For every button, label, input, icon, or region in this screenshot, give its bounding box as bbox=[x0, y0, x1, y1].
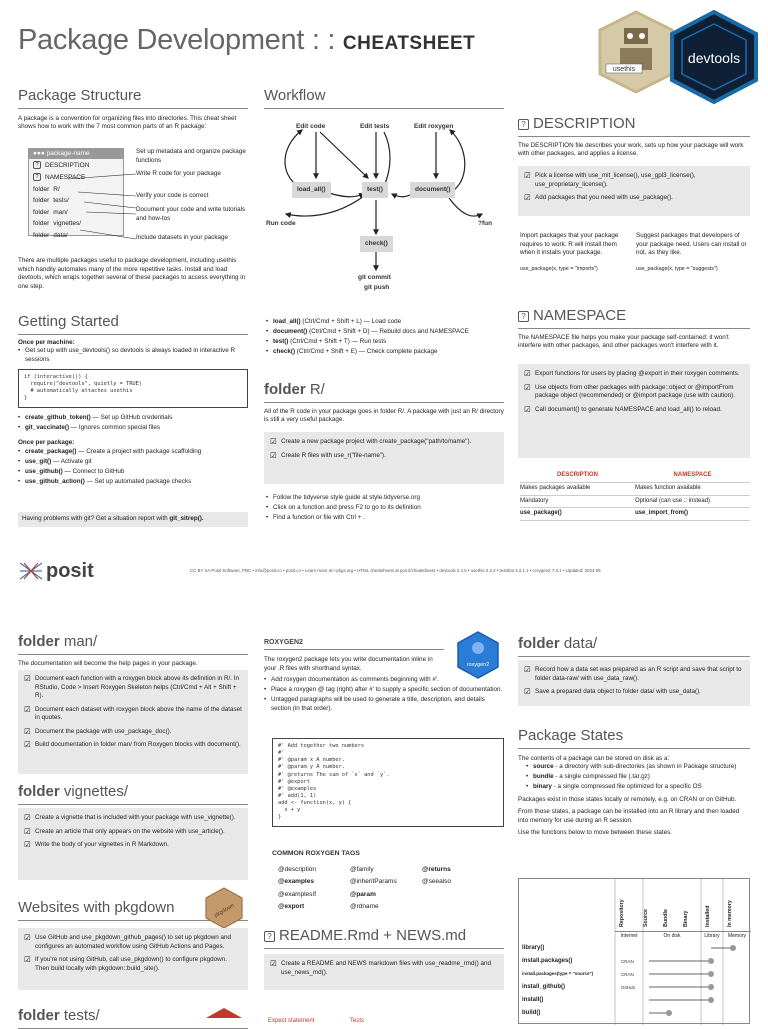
workflow-diagram bbox=[264, 118, 504, 298]
structure-outro: There are multiple packages useful to package development, including usethis which handily automates many of the more repetitive tasks. Install and load devtools, which wraps together several of these packages to access everything in one step. bbox=[18, 257, 246, 290]
workflow-run-code: Run code bbox=[266, 220, 296, 227]
package-states-table bbox=[518, 878, 750, 1024]
folder-vignettes-step: ☑ Create an article that only appears on the website with use_article(). bbox=[24, 828, 242, 837]
state-item bbox=[526, 773, 750, 782]
states-column-header: Source bbox=[643, 909, 649, 927]
states-remote: Packages exist in those states locally or remotely, e.g. on CRAN or on GitHub. bbox=[518, 795, 737, 803]
folder-vignettes-step: ☑ Create a vignette that is included with your package with use_vignette(). bbox=[24, 814, 242, 823]
package-setup-item bbox=[18, 468, 248, 477]
namespace-heading: ? NAMESPACE bbox=[518, 306, 750, 329]
namespace-step: ☑ Export functions for users by placing @export in their roxygen comments. bbox=[524, 370, 744, 379]
workflow-shortcut bbox=[266, 348, 506, 357]
package-tree-note: Write R code for your package bbox=[136, 170, 221, 177]
table-row bbox=[520, 482, 750, 495]
roxygen-tag: @description bbox=[278, 866, 317, 873]
package-setup-item bbox=[18, 448, 248, 457]
package-tree-item-name: data/ bbox=[53, 231, 68, 239]
folder-r-section bbox=[264, 380, 504, 425]
machine-setup-item bbox=[18, 414, 248, 423]
namespace-section bbox=[518, 306, 750, 351]
package-tree-item-name: DESCRIPTION bbox=[45, 161, 90, 169]
suggest-code: use_package(x, type = "suggests") bbox=[636, 265, 718, 272]
folder-r-tip: • Follow the tidyverse style guide at style.tidyverse.org bbox=[266, 494, 506, 503]
table-row bbox=[520, 495, 750, 508]
state-flow-dot bbox=[708, 958, 714, 964]
package-tree-item-name: vignettes/ bbox=[53, 220, 82, 228]
function-name: use_github_action() bbox=[25, 477, 85, 485]
folder-data-heading: folder data/ bbox=[518, 634, 750, 657]
workflow-section bbox=[264, 86, 504, 109]
table-cell: Optional (can use :: instead) bbox=[635, 495, 750, 508]
state-flow-dot bbox=[708, 984, 714, 990]
devtools-logo-text: devtools bbox=[687, 50, 741, 66]
workflow-shortcut bbox=[266, 328, 506, 337]
help-file-icon: ? bbox=[518, 119, 529, 130]
getting-started-section bbox=[18, 312, 248, 488]
workflow-help-fun: ?fun bbox=[478, 220, 493, 227]
workflow-git-push: git push bbox=[364, 284, 390, 291]
readme-item: ☑ Create a README and NEWS markdown files with use_readme_rmd() and use_news_md(). bbox=[270, 960, 498, 977]
function-name: load_all() bbox=[273, 318, 301, 325]
roxygen-tag bbox=[422, 903, 482, 911]
tests-col-expect: Expect statement bbox=[268, 1018, 315, 1024]
workflow-arrows bbox=[264, 118, 504, 298]
suggest-text: Suggest packages that developers of your package need. Users can install or not, as they like. bbox=[636, 232, 747, 256]
workflow-edit-code: Edit code bbox=[296, 123, 326, 130]
roxygen-tag: @examplesIf bbox=[278, 890, 317, 898]
import-code: use_package(x, type = "imports") bbox=[520, 265, 598, 272]
tree-connector-lines bbox=[56, 148, 140, 246]
state-name: binary bbox=[533, 783, 552, 790]
state-desc: - a directory with sub-directories (as shown in Package structure) bbox=[553, 763, 737, 770]
description-intro: The DESCRIPTION file describes your work, sets up how your package will work with other packages, and applies a license. bbox=[518, 141, 744, 157]
posit-wordmark: posit bbox=[46, 560, 94, 582]
folder-r-tips bbox=[266, 494, 506, 524]
page-footer bbox=[18, 560, 758, 582]
package-tree-notes bbox=[136, 148, 256, 246]
workflow-load-all: load_all() bbox=[292, 182, 331, 198]
states-column-header: Bundle bbox=[663, 909, 669, 927]
folder-vignettes-heading: folder vignettes/ bbox=[18, 782, 248, 805]
workflow-shortcuts bbox=[266, 318, 506, 358]
readme-heading: ? README.Rmd + NEWS.md bbox=[264, 926, 504, 949]
namespace-step: ☑ Use objects from other packages with package::object or @importFrom package object (recommended) or @import package (use with caution). bbox=[524, 384, 744, 401]
workflow-test: test() bbox=[362, 182, 388, 198]
machine-setup-item bbox=[18, 424, 248, 433]
suggest-box bbox=[636, 232, 750, 273]
package-tree-note: Verify your code is correct bbox=[136, 192, 209, 199]
folder-r-tip: • Click on a function and press F2 to go to its definition bbox=[266, 504, 506, 513]
readme-steps bbox=[264, 954, 504, 990]
workflow-edit-tests: Edit tests bbox=[360, 123, 390, 130]
workflow-document: document() bbox=[410, 182, 455, 198]
workflow-git-commit: git commit bbox=[358, 274, 391, 281]
help-file-icon: ? bbox=[264, 931, 275, 942]
once-per-package: Once per package: bbox=[18, 439, 75, 447]
package-setup-item bbox=[18, 458, 248, 467]
function-desc: — Ignores common special files bbox=[69, 423, 161, 431]
roxygen2-hex-logo bbox=[456, 630, 500, 680]
roxygen-tag-row bbox=[278, 903, 498, 911]
posit-logo-icon bbox=[18, 560, 44, 582]
roxygen-bullet: • Untagged paragraphs will be used to generate a title, description, and details section (in that order). bbox=[264, 696, 504, 713]
file-icon: ? bbox=[33, 161, 41, 169]
package-tree-item-name: tests/ bbox=[53, 197, 69, 205]
function-name: test() bbox=[273, 338, 289, 345]
page-title: Package Development : : CHEATSHEET bbox=[18, 24, 476, 56]
package-tree-note: Set up metadata and organize package functions bbox=[136, 148, 246, 164]
states-group-header: On disk bbox=[643, 931, 701, 940]
folder-man-step: ☑ Build documentation in folder man/ from Roxygen blocks with document(). bbox=[24, 741, 242, 750]
roxygen-example-code: #' Add together two numbers #' #' @param x A number. #' @param y A number. #' @returns The sum of `x` and `y`. #' @export #' @examples #' add(1, 1) add <- function(x, y) { x + y } bbox=[272, 738, 504, 827]
folder-man-step: ☑ Document each function with a roxygen block above its definition in R/. In RStudio, Code > Insert Roxygen Skeleton helps (Ctrl/Cmd + Alt + Shift + R). bbox=[24, 675, 242, 701]
pkgdown-step: ☑ Use GitHub and use_pkgdown_github_pages() to set up pkgdown and configures an automated workflow using GitHub Actions and Pages. bbox=[24, 934, 242, 951]
package-states-section bbox=[518, 726, 750, 838]
roxygen-tag: @examples bbox=[278, 878, 314, 886]
folder-data-steps bbox=[518, 660, 750, 706]
function-desc: — Create a project with package scaffolding bbox=[76, 447, 202, 455]
roxygen-intro: The roxygen2 package lets you write documentation inline in your .R files with shorthand syntax. bbox=[264, 656, 433, 672]
pkgdown-step: ☑ If you're not using GitHub, call use_pkgdown() to configure pkgdown. Then build locally with pkgdown::build_site(). bbox=[24, 956, 242, 973]
roxygen-tag-row bbox=[278, 878, 498, 886]
states-list bbox=[526, 763, 750, 792]
folder-data-step: ☑ Record how a data set was prepared as an R script and save that script to folder data-raw/ with use_data_raw(). bbox=[524, 666, 744, 683]
import-box bbox=[520, 232, 632, 273]
import-text: Import packages that your package requires to work. R will install them when it installs your package. bbox=[520, 232, 619, 256]
state-name: bundle bbox=[533, 773, 554, 780]
folder-icon: folder bbox=[33, 197, 50, 205]
states-group-header: Internet bbox=[615, 931, 643, 940]
roxygen-tag-row bbox=[278, 866, 498, 874]
description-section bbox=[518, 114, 750, 159]
description-steps bbox=[518, 166, 750, 216]
states-row-label: install_github() bbox=[522, 984, 565, 990]
roxygen-bullets bbox=[264, 676, 504, 713]
package-structure-section bbox=[18, 86, 248, 132]
states-intro: The contents of a package can be stored on disk as a: bbox=[518, 754, 670, 762]
workflow-check: check() bbox=[360, 236, 393, 252]
function-name: use_git() bbox=[25, 457, 52, 465]
roxygen-heading: ROXYGEN2 bbox=[264, 638, 444, 650]
table-cell: Mandatory bbox=[520, 495, 635, 508]
roxygen-tag-row bbox=[278, 891, 498, 899]
package-structure-heading: Package Structure bbox=[18, 86, 248, 109]
state-desc: - a single compressed file optimized for a specific OS bbox=[551, 783, 702, 790]
git-sitrep-tip: Having problems with git? Get a situation report with git_sitrep(). bbox=[18, 512, 248, 527]
machine-setup-list bbox=[18, 414, 248, 433]
folder-r-step: ☑ Create a new package project with create_package("path/to/name"). bbox=[270, 438, 498, 447]
package-tree-note: Document your code and write tutorials and how-tos bbox=[136, 206, 246, 222]
folder-r-tip: • Find a function or file with Ctrl + . bbox=[266, 514, 506, 523]
common-tags-heading: COMMON ROXYGEN TAGS bbox=[272, 850, 360, 857]
package-tree-item-name: NAMESPACE bbox=[45, 174, 86, 182]
roxygen-tags-grid bbox=[278, 866, 498, 916]
function-name: document() bbox=[273, 328, 308, 335]
function-desc: — Connect to GitHub bbox=[62, 467, 125, 475]
folder-man-step: ☑ Document the package with use_package_doc(). bbox=[24, 728, 242, 737]
roxygen-tag: @rdname bbox=[350, 903, 379, 911]
roxygen-tag: @inheritParams bbox=[350, 878, 397, 886]
table-cell: Makes packages available bbox=[520, 482, 635, 495]
states-column-header: Installed bbox=[705, 905, 711, 927]
description-heading: ? DESCRIPTION bbox=[518, 114, 750, 137]
folder-data-step: ☑ Save a prepared data object to folder data/ with use_data(). bbox=[524, 688, 744, 697]
folder-man-step: ☑ Document each dataset with roxygen block above the name of the dataset in quotes. bbox=[24, 706, 242, 723]
workflow-edit-roxygen: Edit roxygen bbox=[414, 123, 454, 130]
workflow-heading: Workflow bbox=[264, 86, 504, 109]
folder-r-intro: All of the R code in your package goes in folder R/. A package with just an R/ directory is still a very useful package. bbox=[264, 407, 504, 423]
help-file-icon: ? bbox=[518, 311, 529, 322]
description-step: ☑ Add packages that you need with use_package(). bbox=[524, 194, 744, 203]
folder-icon: folder bbox=[33, 208, 50, 216]
function-desc: — Set up automated package checks bbox=[84, 477, 192, 485]
folder-man-section bbox=[18, 632, 248, 668]
roxygen-bullet: • Add roxygen documentation as comments beginning with #'. bbox=[264, 676, 504, 685]
state-source-tag: GitHub bbox=[621, 985, 636, 990]
state-item bbox=[526, 763, 750, 772]
function-name: git_vaccinate() bbox=[25, 423, 70, 431]
shortcut-desc: (Ctrl/Cmd + Shift + L) — Load code bbox=[300, 318, 402, 325]
table-cell: Makes function available bbox=[635, 482, 750, 495]
function-name: check() bbox=[273, 348, 296, 355]
pkgdown-logo-text: pkgdown bbox=[213, 902, 236, 919]
roxygen2-logo-text: roxygen2 bbox=[466, 662, 490, 668]
table-row bbox=[520, 508, 750, 521]
once-per-machine: Once per machine: bbox=[18, 338, 75, 346]
folder-r-steps bbox=[264, 432, 504, 484]
testthat-hex-logo bbox=[204, 1006, 244, 1024]
shortcut-desc: (Ctrl/Cmd + Shift + D) — Rebuild docs and NAMESPACE bbox=[307, 328, 469, 335]
structure-intro: A package is a convention for organizing files into directories. This cheat sheet shows how to work with the 7 most common parts of an R package: bbox=[18, 114, 237, 130]
roxygen-bullet: • Place a roxygen @ tag (right) after #' to supply a specific section of documentation. bbox=[264, 686, 504, 695]
package-tree-note: Include datasets in your package bbox=[136, 234, 229, 241]
states-row-label: install.packages(type = "source") bbox=[522, 971, 594, 976]
shortcut-desc: (Ctrl/Cmd + Shift + T) — Run tests bbox=[288, 338, 387, 345]
states-group-header: Memory bbox=[723, 931, 751, 940]
file-icon: ? bbox=[33, 173, 41, 181]
states-column-header: Binary bbox=[683, 910, 689, 927]
states-flow-arrows bbox=[519, 879, 751, 1025]
state-source-tag: CRAN bbox=[621, 959, 634, 964]
function-name: create_package() bbox=[25, 447, 77, 455]
namespace-step: ☑ Call document() to generate NAMESPACE and load_all() to reload. bbox=[524, 406, 744, 415]
function-name: use_github() bbox=[25, 467, 63, 475]
folder-tests-heading: folder tests/ bbox=[18, 1006, 248, 1029]
states-functions: Use the functions below to move between these states. bbox=[518, 829, 673, 836]
pkgdown-heading: Websites with pkgdown bbox=[18, 898, 248, 921]
package-tree-title: ●●● package-name bbox=[29, 149, 123, 159]
folder-icon: folder bbox=[33, 185, 50, 193]
shortcut-desc: (Ctrl/Cmd + Shift + E) — Check complete package bbox=[295, 348, 438, 355]
state-desc: - a single compressed file (.tar.gz) bbox=[553, 773, 650, 780]
description-step: ☑ Pick a license with use_mit_license(), use_gpl3_license(), use_proprietary_license(). bbox=[524, 172, 744, 189]
states-install: From those states, a package can be installed into an R library and then loaded into memory for use during an R session. bbox=[518, 808, 740, 824]
folder-man-steps bbox=[18, 670, 248, 774]
roxygen-tag: @export bbox=[278, 903, 305, 911]
folder-man-intro: The documentation will become the help pages in your package. bbox=[18, 659, 198, 667]
roxygen-tag: @returns bbox=[422, 866, 451, 873]
states-group-header: Library bbox=[701, 931, 723, 940]
tests-col-tests: Tests bbox=[350, 1018, 365, 1024]
pkgdown-hex-logo bbox=[204, 886, 244, 930]
folder-icon: folder bbox=[33, 220, 50, 228]
folder-vignettes-steps bbox=[18, 808, 248, 880]
workflow-shortcut bbox=[266, 318, 506, 327]
state-flow-dot bbox=[708, 971, 714, 977]
states-row-label: library() bbox=[522, 945, 545, 951]
namespace-steps bbox=[518, 364, 750, 458]
states-column-header: Repository bbox=[619, 899, 625, 927]
state-flow-dot bbox=[708, 997, 714, 1003]
hex-logos bbox=[596, 8, 768, 104]
pkgdown-steps bbox=[18, 928, 248, 990]
function-desc: — Set up GitHub credentials bbox=[90, 413, 173, 421]
roxygen-tag: @seealso bbox=[422, 878, 452, 886]
state-source-tag: CRAN bbox=[621, 972, 634, 977]
getting-started-heading: Getting Started bbox=[18, 312, 248, 335]
namespace-intro: The NAMESPACE file helps you make your package self-contained: it won't interfere with other packages, and other packages won't interfere with it. bbox=[518, 333, 729, 349]
states-column-header: In memory bbox=[727, 900, 733, 927]
package-tree-item-name: man/ bbox=[53, 208, 68, 216]
workflow-shortcut bbox=[266, 338, 506, 347]
table-cell: use_import_from() bbox=[635, 508, 750, 521]
function-name: create_github_token() bbox=[25, 413, 91, 421]
table-cell: use_package() bbox=[520, 508, 635, 521]
folder-vignettes-step: ☑ Write the body of your vignettes in R Markdown. bbox=[24, 841, 242, 850]
state-flow-dot bbox=[666, 1010, 672, 1016]
state-flow-dot bbox=[730, 945, 736, 951]
folder-data-section bbox=[518, 634, 750, 657]
folder-man-heading: folder man/ bbox=[18, 632, 248, 655]
table-header-description: DESCRIPTION bbox=[520, 470, 635, 482]
package-setup-item bbox=[18, 478, 248, 487]
state-item bbox=[526, 783, 750, 792]
table-header-namespace: NAMESPACE bbox=[635, 470, 750, 482]
machine-bullet: • Get set up with use_devtools() so devtools is always loaded in interactive R sessions bbox=[18, 347, 248, 364]
roxygen-tag: @param bbox=[350, 890, 376, 898]
package-setup-list bbox=[18, 448, 248, 487]
roxygen-tag bbox=[422, 891, 482, 899]
states-row-label: build() bbox=[522, 1010, 541, 1016]
readme-section bbox=[264, 926, 504, 949]
description-vs-namespace-table bbox=[520, 470, 750, 521]
package-tree-item-name: R/ bbox=[53, 185, 60, 193]
states-row-label: install() bbox=[522, 997, 544, 1003]
rprofile-code: if (interactive()) { require("devtools", quietly = TRUE) # automatically attaches usethis } bbox=[18, 369, 248, 408]
usethis-logo-text: usethis bbox=[612, 66, 636, 73]
state-name: source bbox=[533, 763, 554, 770]
function-desc: — Activate git bbox=[51, 457, 92, 465]
package-states-heading: Package States bbox=[518, 726, 750, 749]
roxygen-tag: @family bbox=[350, 866, 374, 873]
folder-r-heading: folder R/ bbox=[264, 380, 504, 403]
folder-r-step: ☑ Create R files with use_r("file-name"). bbox=[270, 452, 498, 461]
folder-vignettes-section bbox=[18, 782, 248, 805]
footer-credits: CC BY SA Posit Software, PBC • info@posit.co • posit.co • Learn more at r-pkgs.org • HTML cheatsheets at pos.it/cheatsheets • devtools 2.4.5 • usethis 2.2.2 • testthat 3.2.1.1 • roxygen2 7.3.1 • Updated: 2024-05 bbox=[190, 568, 601, 573]
states-row-label: install.packages() bbox=[522, 958, 573, 964]
folder-icon: folder bbox=[33, 231, 50, 239]
